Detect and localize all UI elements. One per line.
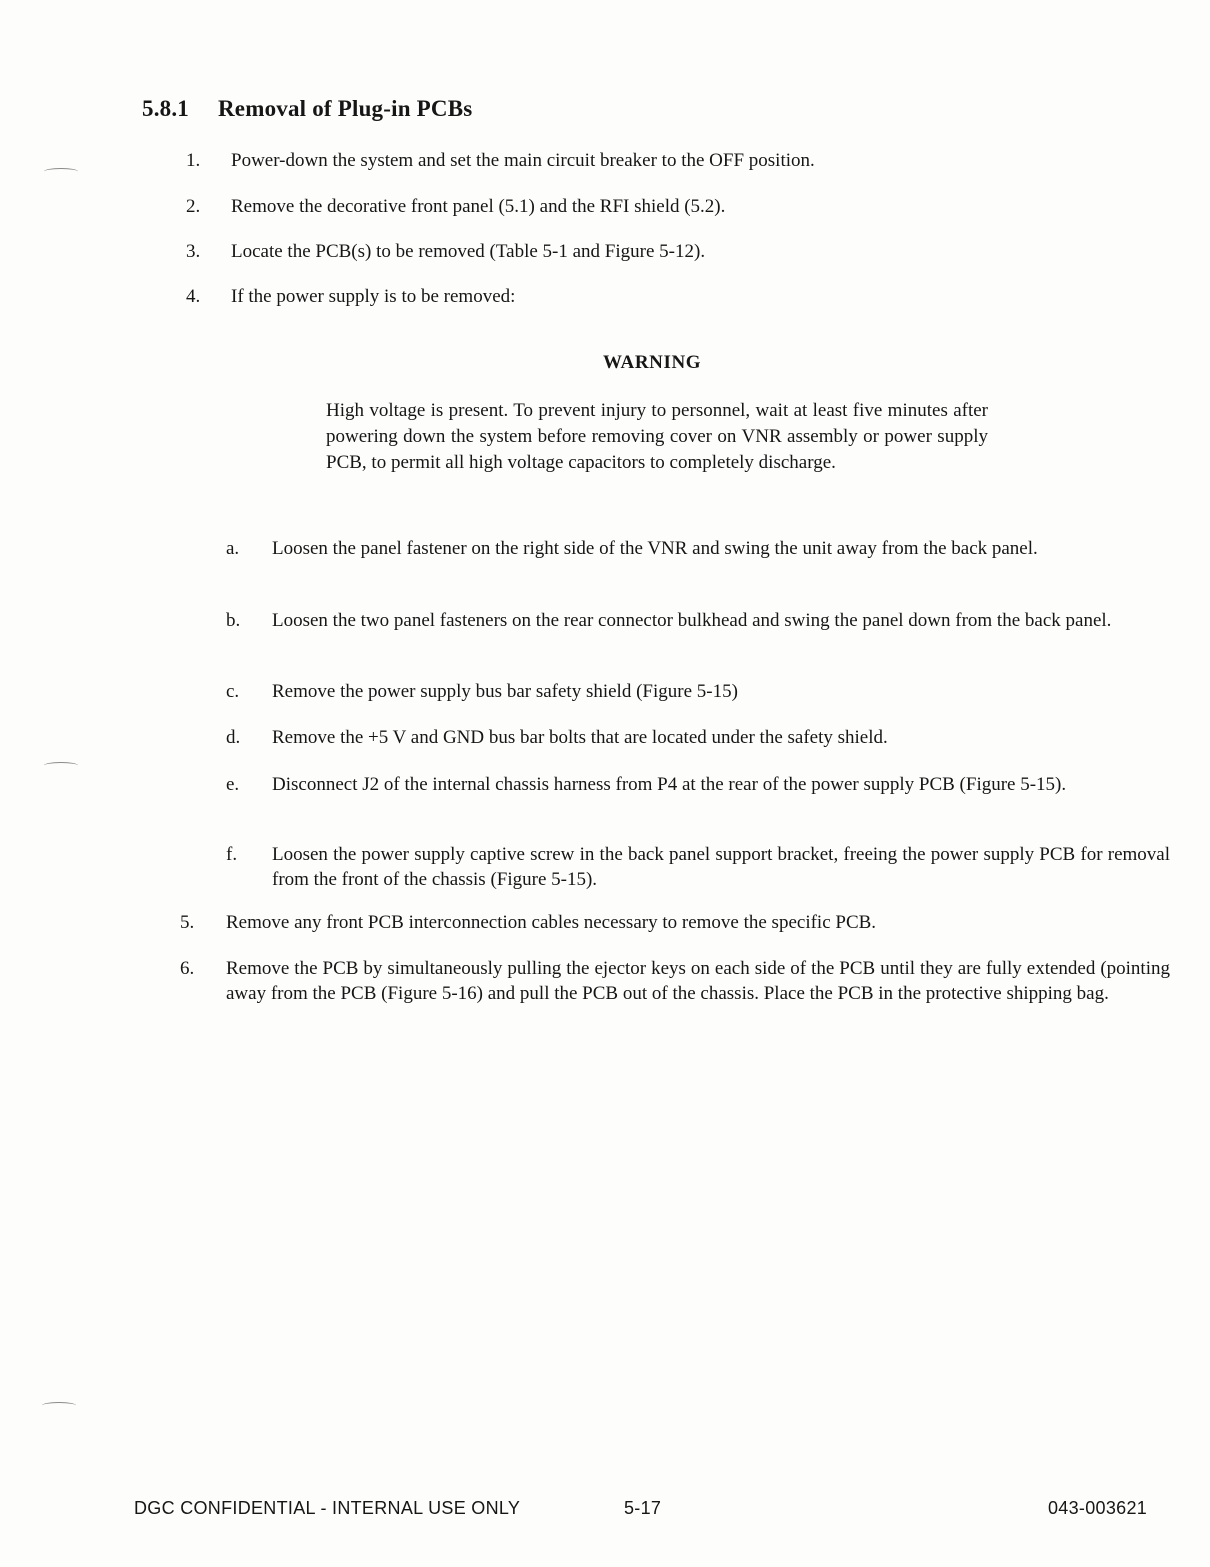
- list-item-text: Loosen the power supply captive screw in the back panel support bracket, freeing the power supply PCB for removal from the front of the chassis (Figure 5-15).: [272, 844, 1170, 890]
- list-item-text: Loosen the panel fastener on the right side of the VNR and swing the unit away from the back panel.: [272, 538, 1038, 559]
- list-item-text: Remove the +5 V and GND bus bar bolts that are located under the safety shield.: [272, 727, 888, 748]
- list-marker: d.: [226, 727, 241, 748]
- list-marker: 4.: [186, 286, 201, 307]
- warning-title: WARNING: [603, 352, 702, 373]
- list-item-text: Power-down the system and set the main circuit breaker to the OFF position.: [231, 150, 815, 171]
- list-item-text: Locate the PCB(s) to be removed (Table 5-1 and Figure 5-12).: [231, 241, 706, 262]
- list-item-text: Remove the PCB by simultaneously pulling the ejector keys on each side of the PCB until they are fully extended (pointing away from the PCB (Figure 5-16) and pull the PCB out of the chassis. Place the PCB in the protective shipping bag.: [226, 958, 1170, 1004]
- list-marker: 3.: [186, 241, 201, 262]
- warning-text: High voltage is present. To prevent injury to personnel, wait at least five minutes after powering down the system before removing cover on VNR assembly or power supply PCB, to permit all high voltage capacitors to completely discharge.: [326, 400, 988, 473]
- page-number: 5-17: [624, 1498, 662, 1518]
- list-marker: 5.: [180, 912, 195, 933]
- list-marker: a.: [226, 538, 240, 559]
- binding-mark: [44, 168, 78, 175]
- list-item-text: Remove the decorative front panel (5.1) and the RFI shield (5.2).: [231, 196, 726, 217]
- document-number: 043-003621: [1048, 1498, 1148, 1518]
- list-item-text: Remove the power supply bus bar safety shield (Figure 5-15): [272, 681, 738, 702]
- section-title: Removal of Plug-in PCBs: [218, 96, 473, 121]
- list-marker: 1.: [186, 150, 201, 171]
- list-marker: e.: [226, 774, 240, 795]
- section-heading: [142, 96, 472, 122]
- list-marker: 2.: [186, 196, 201, 217]
- list-marker: f.: [226, 844, 238, 865]
- list-marker: c.: [226, 681, 240, 702]
- list-item-text: Remove any front PCB interconnection cables necessary to remove the specific PCB.: [226, 912, 877, 933]
- list-item-text: Loosen the two panel fasteners on the rear connector bulkhead and swing the panel down from the back panel.: [272, 610, 1112, 631]
- binding-mark: [44, 762, 78, 769]
- section-number: 5.8.1: [142, 96, 189, 121]
- list-item-text: If the power supply is to be removed:: [231, 286, 516, 307]
- binding-mark: [42, 1402, 76, 1409]
- footer-left: DGC CONFIDENTIAL - INTERNAL USE ONLY: [134, 1498, 521, 1518]
- list-item-text: Disconnect J2 of the internal chassis harness from P4 at the rear of the power supply PCB (Figure 5-15).: [272, 774, 1067, 795]
- list-marker: b.: [226, 610, 241, 631]
- list-marker: 6.: [180, 958, 195, 979]
